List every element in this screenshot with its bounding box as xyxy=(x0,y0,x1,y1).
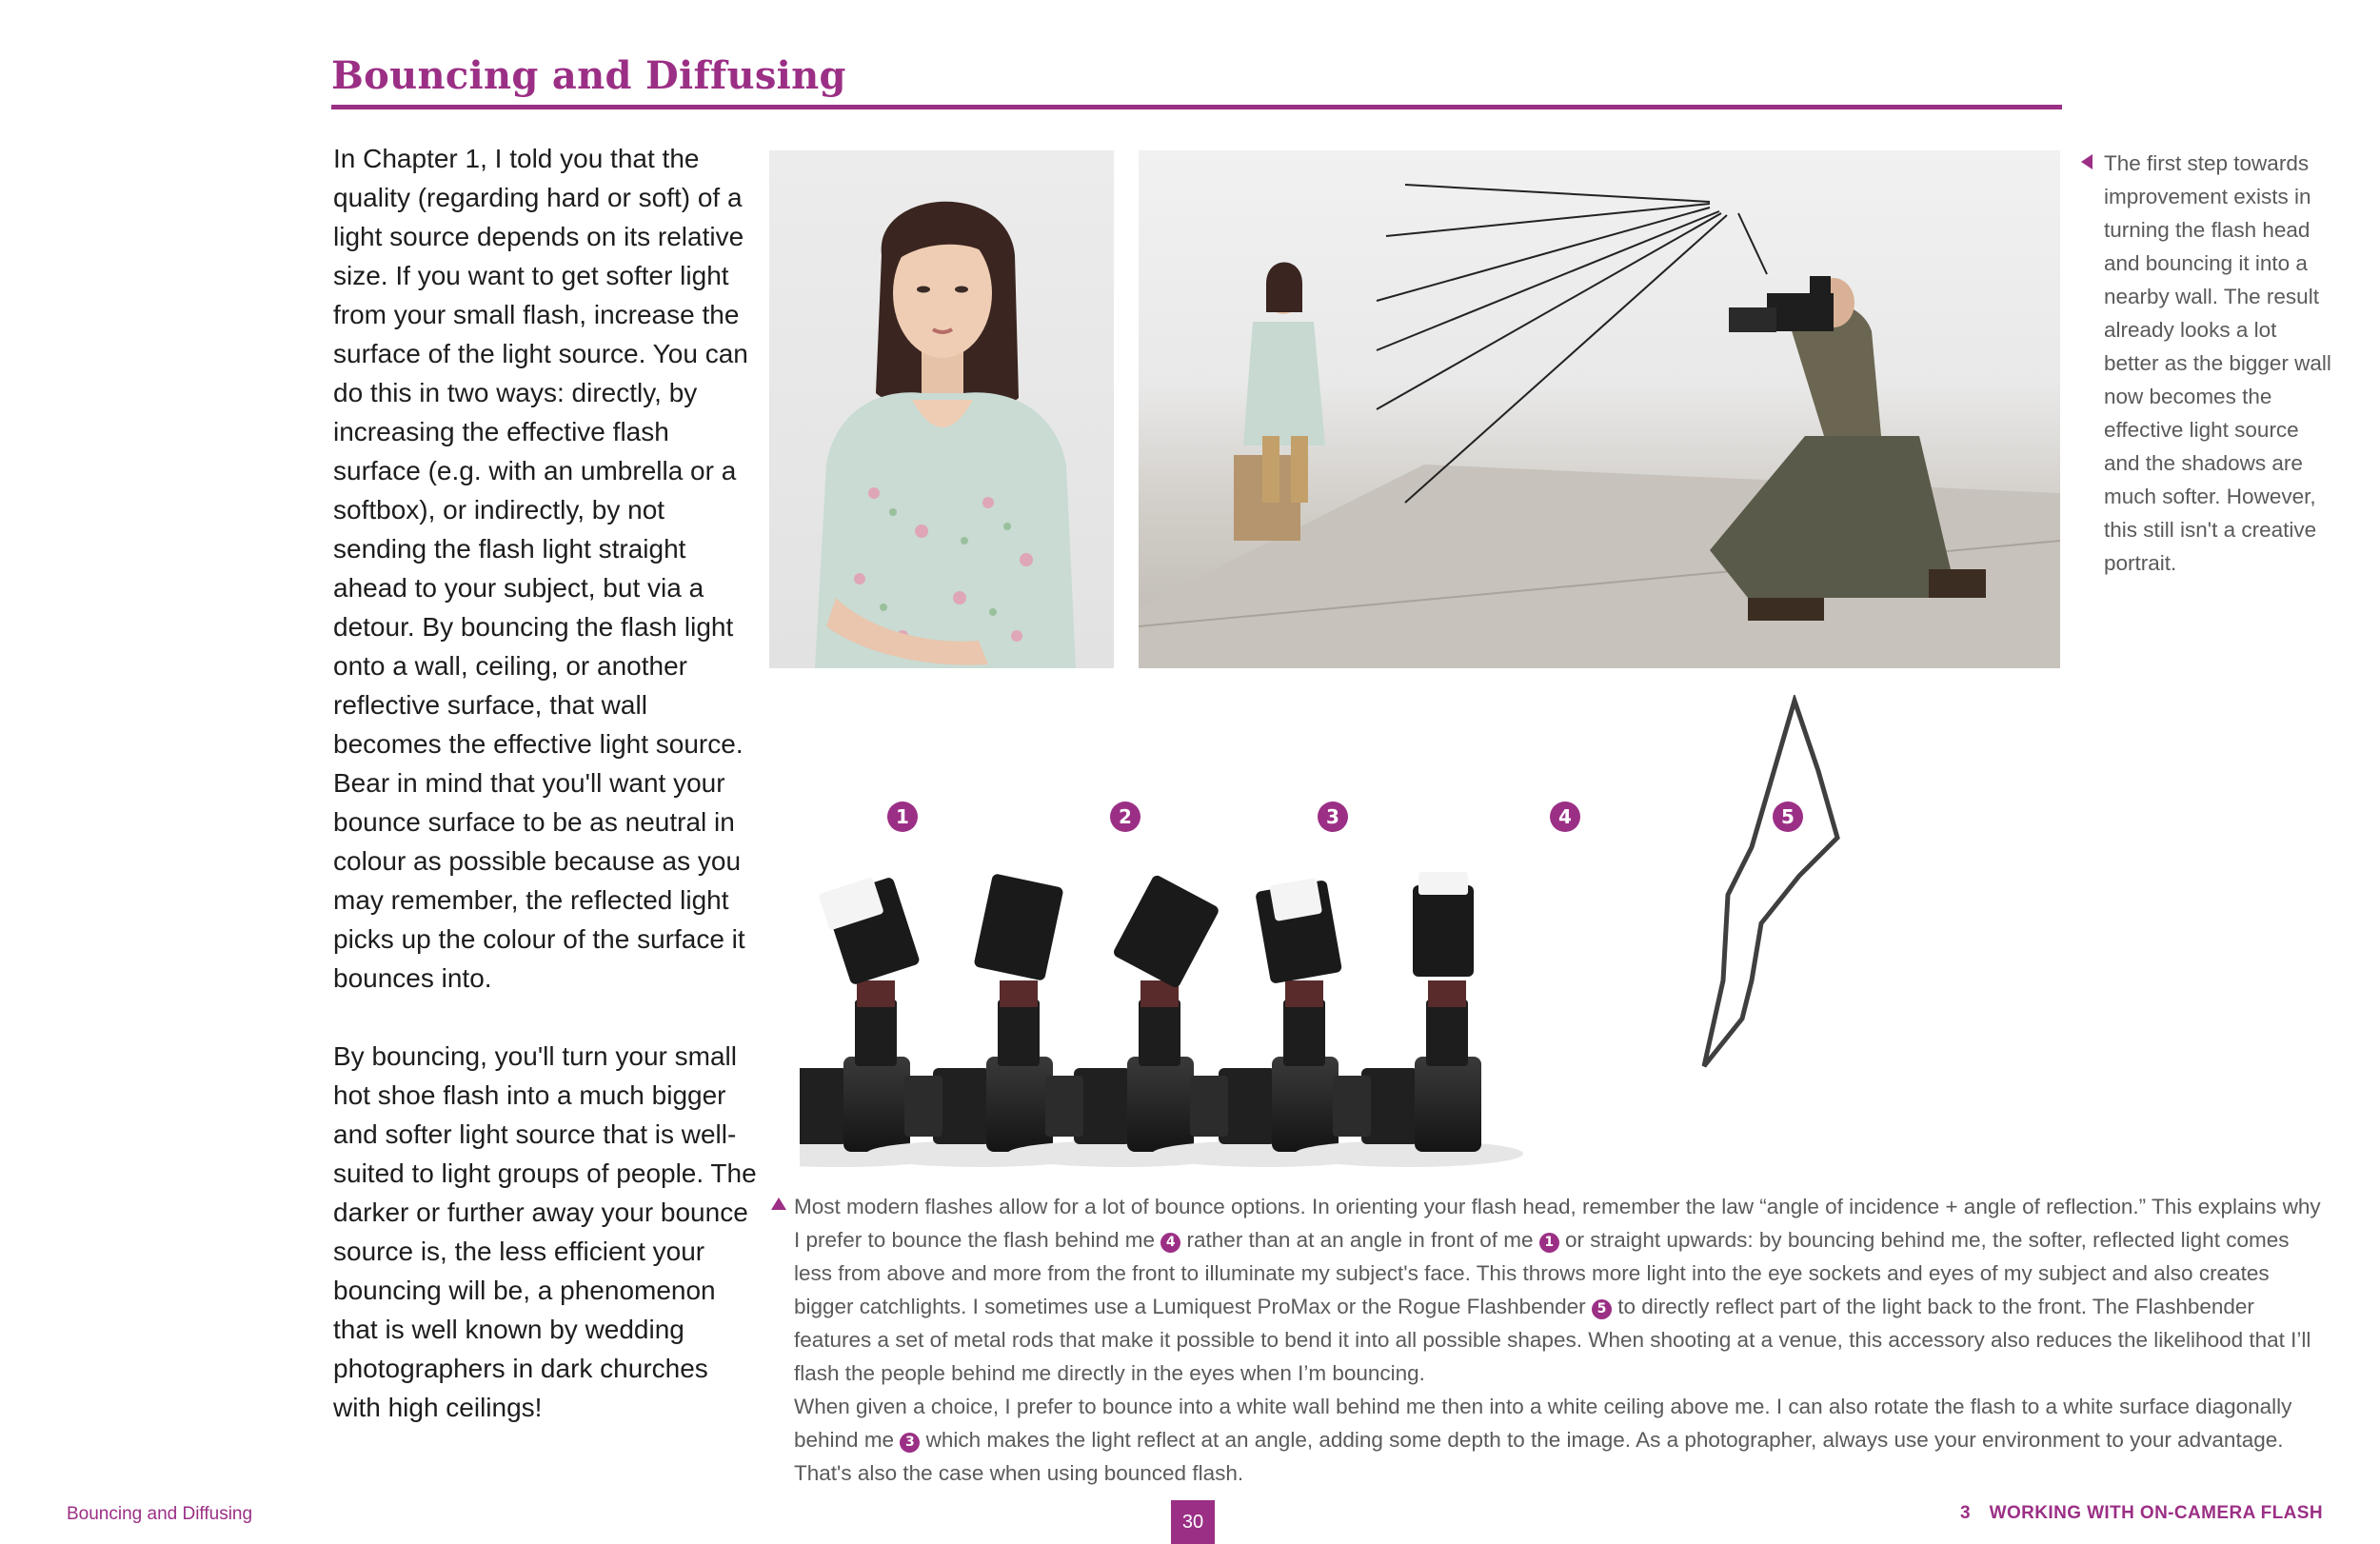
flash-position-badge-4: 4 xyxy=(1550,802,1580,832)
body-paragraph-1: In Chapter 1, I told you that the quality (regarding hard or soft) of a light source depends on its relative size. If you want to get softer light from your small flash, increase the surface of the light source. You can do this in two ways: directly, by increasing the effective flash surface (e.g. with an umbrella or a softbox), or indirectly, by not sending the flash light straight ahead to your subject, but via a detour. By bouncing the flash light onto a wall, ceiling, or another reflective surface, that wall becomes the effective light source. Bear in mind that you'll want your bounce surface to be as neutral in colour as possible because as you may remember, the reflected light picks up the colour of the surface it bounces into. xyxy=(333,144,748,993)
flash-position-badge-3: 3 xyxy=(1318,802,1348,832)
inline-number-badge-5: 5 xyxy=(1592,1299,1612,1319)
flash-position-badge-2: 2 xyxy=(1110,802,1140,832)
caption-pointer-up-icon xyxy=(771,1198,786,1210)
inline-number-badge-1: 1 xyxy=(1539,1233,1559,1253)
flash-position-badge-1: 1 xyxy=(887,802,918,832)
portrait-photo xyxy=(769,150,1114,668)
flash-position-badge-5: 5 xyxy=(1773,802,1803,832)
caption-text: or straight upwards: by bouncing behind me, the softer, reflected light comes less from above and more from the front to illuminate my subject's face. This throws more light into the eye sockets and eyes of my subject and also creates bigger catchlights. I sometimes use a Lumiquest ProMax or the Rogue Flashbender xyxy=(794,1228,2290,1318)
caption-text: Most modern flashes allow for a lot of bounce options. In orienting your flash head, remember the law “angle of incidence + angle of reflection.” This explains why I prefer to bounce the flash behind me xyxy=(794,1195,2321,1252)
chapter-number: 3 xyxy=(1960,1503,1971,1523)
caption-text: which makes the light reflect at an angle, adding some depth to the image. As a photographer, always use your environment to your advantage. That's also the case when using bounced flash. xyxy=(794,1428,2284,1485)
body-paragraph-2: By bouncing, you'll turn your small hot shoe flash into a much bigger and softer light source that is well-suited to light groups of people. The darker or further away your bounce source is, the less efficient your bouncing will be, a phenomenon that is well known by wedding photographers in dark churches with high ceilings! xyxy=(333,1041,757,1422)
inline-number-badge-3: 3 xyxy=(900,1433,920,1453)
bounce-options-caption xyxy=(794,1190,2327,1490)
caption-pointer-left-icon xyxy=(2081,154,2092,169)
chapter-title: WORKING WITH ON-CAMERA FLASH xyxy=(1989,1503,2323,1523)
studio-photo-caption: The first step towards improvement exists in turning the flash head and bouncing it into a nearby wall. The result already looks a lot better as the bigger wall now becomes the effective light source and the shadows are much softer. However, this still isn't a creative portrait. xyxy=(2104,151,2331,575)
bounce-caption-paragraph-1 xyxy=(794,1190,2327,1390)
studio-bounce-photo xyxy=(1139,150,2060,668)
footer-chapter xyxy=(1960,1503,2323,1524)
page-title: Bouncing and Diffusing xyxy=(331,53,846,98)
flash-bounce-options-photo xyxy=(800,695,2037,1190)
page-number: 30 xyxy=(1171,1500,1215,1544)
inline-number-badge-4: 4 xyxy=(1160,1233,1180,1253)
title-underline xyxy=(331,105,2062,109)
footer-section-title: Bouncing and Diffusing xyxy=(67,1504,253,1524)
body-text xyxy=(333,139,762,1466)
bounce-caption-paragraph-2 xyxy=(794,1390,2327,1490)
caption-text: When given a choice, I prefer to bounce into a white wall behind me then into a white ceiling above me. I can also rotate the flash to a white surface diagonally behind me xyxy=(794,1395,2292,1452)
caption-text: to directly reflect part of the light back to the front. The Flashbender features a set of metal rods that make it possible to bend it into all possible shapes. When shooting at a venue, this accessory also reduces the likelihood that I’ll flash the people behind me directly in the eyes when I’m bouncing. xyxy=(794,1295,2311,1385)
caption-text: rather than at an angle in front of me xyxy=(1186,1228,1534,1252)
